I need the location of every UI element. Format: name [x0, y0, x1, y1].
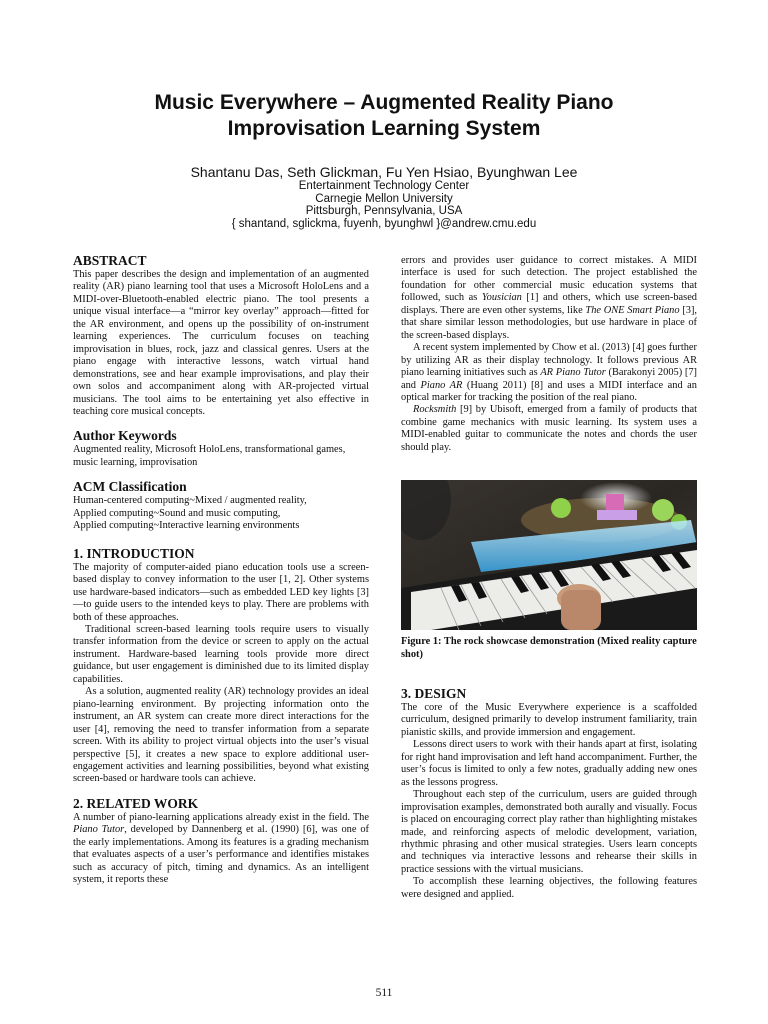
design-paragraph: The core of the Music Everywhere experience is a scaffolded curriculum, designed primarily to develop instrument familiarity, train pianistic skills, and provide immersion and engagement. [401, 702, 697, 738]
introduction-paragraph: The majority of computer-aided piano education tools use a screen-based display to convey information to the user [1, 2]. Other systems use hardware-based indicators—such as embedded LED key lights [3]—to guide users to the intended keys to play. There are problems with both of these approaches. [73, 561, 369, 623]
related-work-paragraph: Rocksmith [9] by Ubisoft, emerged from a family of products that combine game mechanics with music learning. Its system uses a MIDI-enabled guitar to communicate the notes and chords the user should play. [401, 404, 697, 453]
design-paragraph: Lessons direct users to work with their hands apart at first, isolating for right hand improvisation and left hand accompaniment. Further, the user’s focus is limited to only a few notes, gradually adding new ones as the lessons progress. [401, 739, 697, 788]
acm-list [73, 495, 369, 532]
keywords-heading: Author Keywords [73, 428, 177, 444]
figure-1-image [401, 480, 697, 630]
figure-caption: Figure 1: The rock showcase demonstration (Mixed reality capture shot) [401, 636, 697, 660]
acm-item: Applied computing~Sound and music computing, [73, 507, 281, 519]
ar-piano-photo [401, 480, 697, 630]
author-list: Shantanu Das, Seth Glickman, Fu Yen Hsiao, Byunghwan Lee [190, 164, 578, 180]
abstract-heading: ABSTRACT [73, 253, 147, 268]
acm-item: Human-centered computing~Mixed / augmented reality, [73, 495, 307, 507]
design-heading: 3. DESIGN [401, 686, 467, 701]
acm-heading: ACM Classification [73, 479, 187, 495]
acm-item: Applied computing~Interactive learning environments [73, 520, 300, 532]
title-line-2: Improvisation Learning System [227, 117, 541, 140]
related-work-paragraph: A number of piano-learning applications already exist in the field. The Piano Tutor, developed by Dannenberg et al. (1990) [6], was one of the early implementations. Among its features is a grading mechanism that evaluates aspects of a user’s performance and identifies mistakes such as accuracy of pitch, timing and dynamics. As an intelligent system, it reports these [73, 811, 369, 886]
related-work-continued: errors and provides user guidance to correct mistakes. A MIDI interface is used for such detection. The project established the foundation for other commercial music education systems that followed, such as Yousician [1] and others, which use screen-based displays. There are even other systems, like The ONE Smart Piano [3], that share similar lesson methodologies, but use hardware in place of the screen-based displays. [401, 255, 698, 341]
related-work-heading: 2. RELATED WORK [73, 795, 199, 811]
introduction-paragraph: As a solution, augmented reality (AR) technology provides an ideal piano-learning environment. By projecting information onto the instrument, an AR system can create more direct interactions for the user [4], removing the need to transfer information from a separate screen. With its ability to project virtual objects into the user’s visual perspective [5], it creates a new space to explore additional user-engagement activities and learning possibilities, beyond what existing screen-based or hardware tools can achieve. [73, 686, 369, 785]
page-number: 511 [375, 987, 393, 999]
design-paragraph: Throughout each step of the curriculum, users are guided through improvisation examples, demonstrated both aurally and visually. Focus is placed on encouraging correct play rather than highlighting mistakes made, and reinforcing aspects of melodic development, variation, rhythmic phrasing and other musical strategies. Users learn concepts and techniques via interactive lessons and rehearse their skills in practice sessions with the virtual musicians. [401, 789, 697, 875]
keywords-text: Augmented reality, Microsoft HoloLens, transformational games, music learning, improvisation [73, 444, 346, 468]
title-line-1: Music Everywhere – Augmented Reality Piano [154, 91, 614, 114]
abstract-text: This paper describes the design and implementation of an augmented reality (AR) piano learning tool that uses a Microsoft HoloLens and a MIDI-over-Bluetooth-enabled electric piano. The tool presents a unique visual interface—a “mirror key overlay” approach—fitted for the AR environment, and opens up the possibility of on-instrument learning experiences. The curriculum focuses on teaching improvisation in blues, rock, jazz and classical genres. Users at the piano engage with interactive lessons, watch virtual hand demonstrations, see and hear example improvisations, and play their own solos and accompaniment along with AR-projected virtual musicians. The tool aims to be entertaining yet also effective in teaching core musical concepts. [73, 269, 369, 417]
right-column [401, 255, 697, 454]
paper-title [0, 90, 768, 142]
related-work-paragraph: A recent system implemented by Chow et al. (2013) [4] goes further by utilizing AR as their display technology. It follows previous AR piano learning initiatives such as AR Piano Tutor (Barakonyi 2005) [7] and Piano AR (Huang 2011) [8] and uses a MIDI interface and an optical marker for tracking the position of the real piano. [401, 342, 697, 403]
affiliation-line: Entertainment Technology Center [298, 180, 470, 192]
left-column [73, 252, 369, 887]
affiliation-line: Carnegie Mellon University [315, 192, 453, 205]
author-emails: { shantand, sglickma, fuyenh, byunghwl }@andrew.cmu.edu [231, 217, 537, 230]
affiliation-block [0, 180, 768, 230]
affiliation-line: Pittsburgh, Pennsylvania, USA [305, 205, 463, 217]
design-section [401, 685, 697, 901]
introduction-paragraph: Traditional screen-based learning tools require users to visually transfer information from the device or screen to apply on the actual instrument. Hardware-based learning tools provide more direct guidance, but user engagement is diminished due to its limited display capabilities. [73, 623, 369, 685]
design-paragraph: To accomplish these learning objectives, the following features were designed and applied. [401, 876, 697, 900]
introduction-heading: 1. INTRODUCTION [73, 545, 195, 561]
